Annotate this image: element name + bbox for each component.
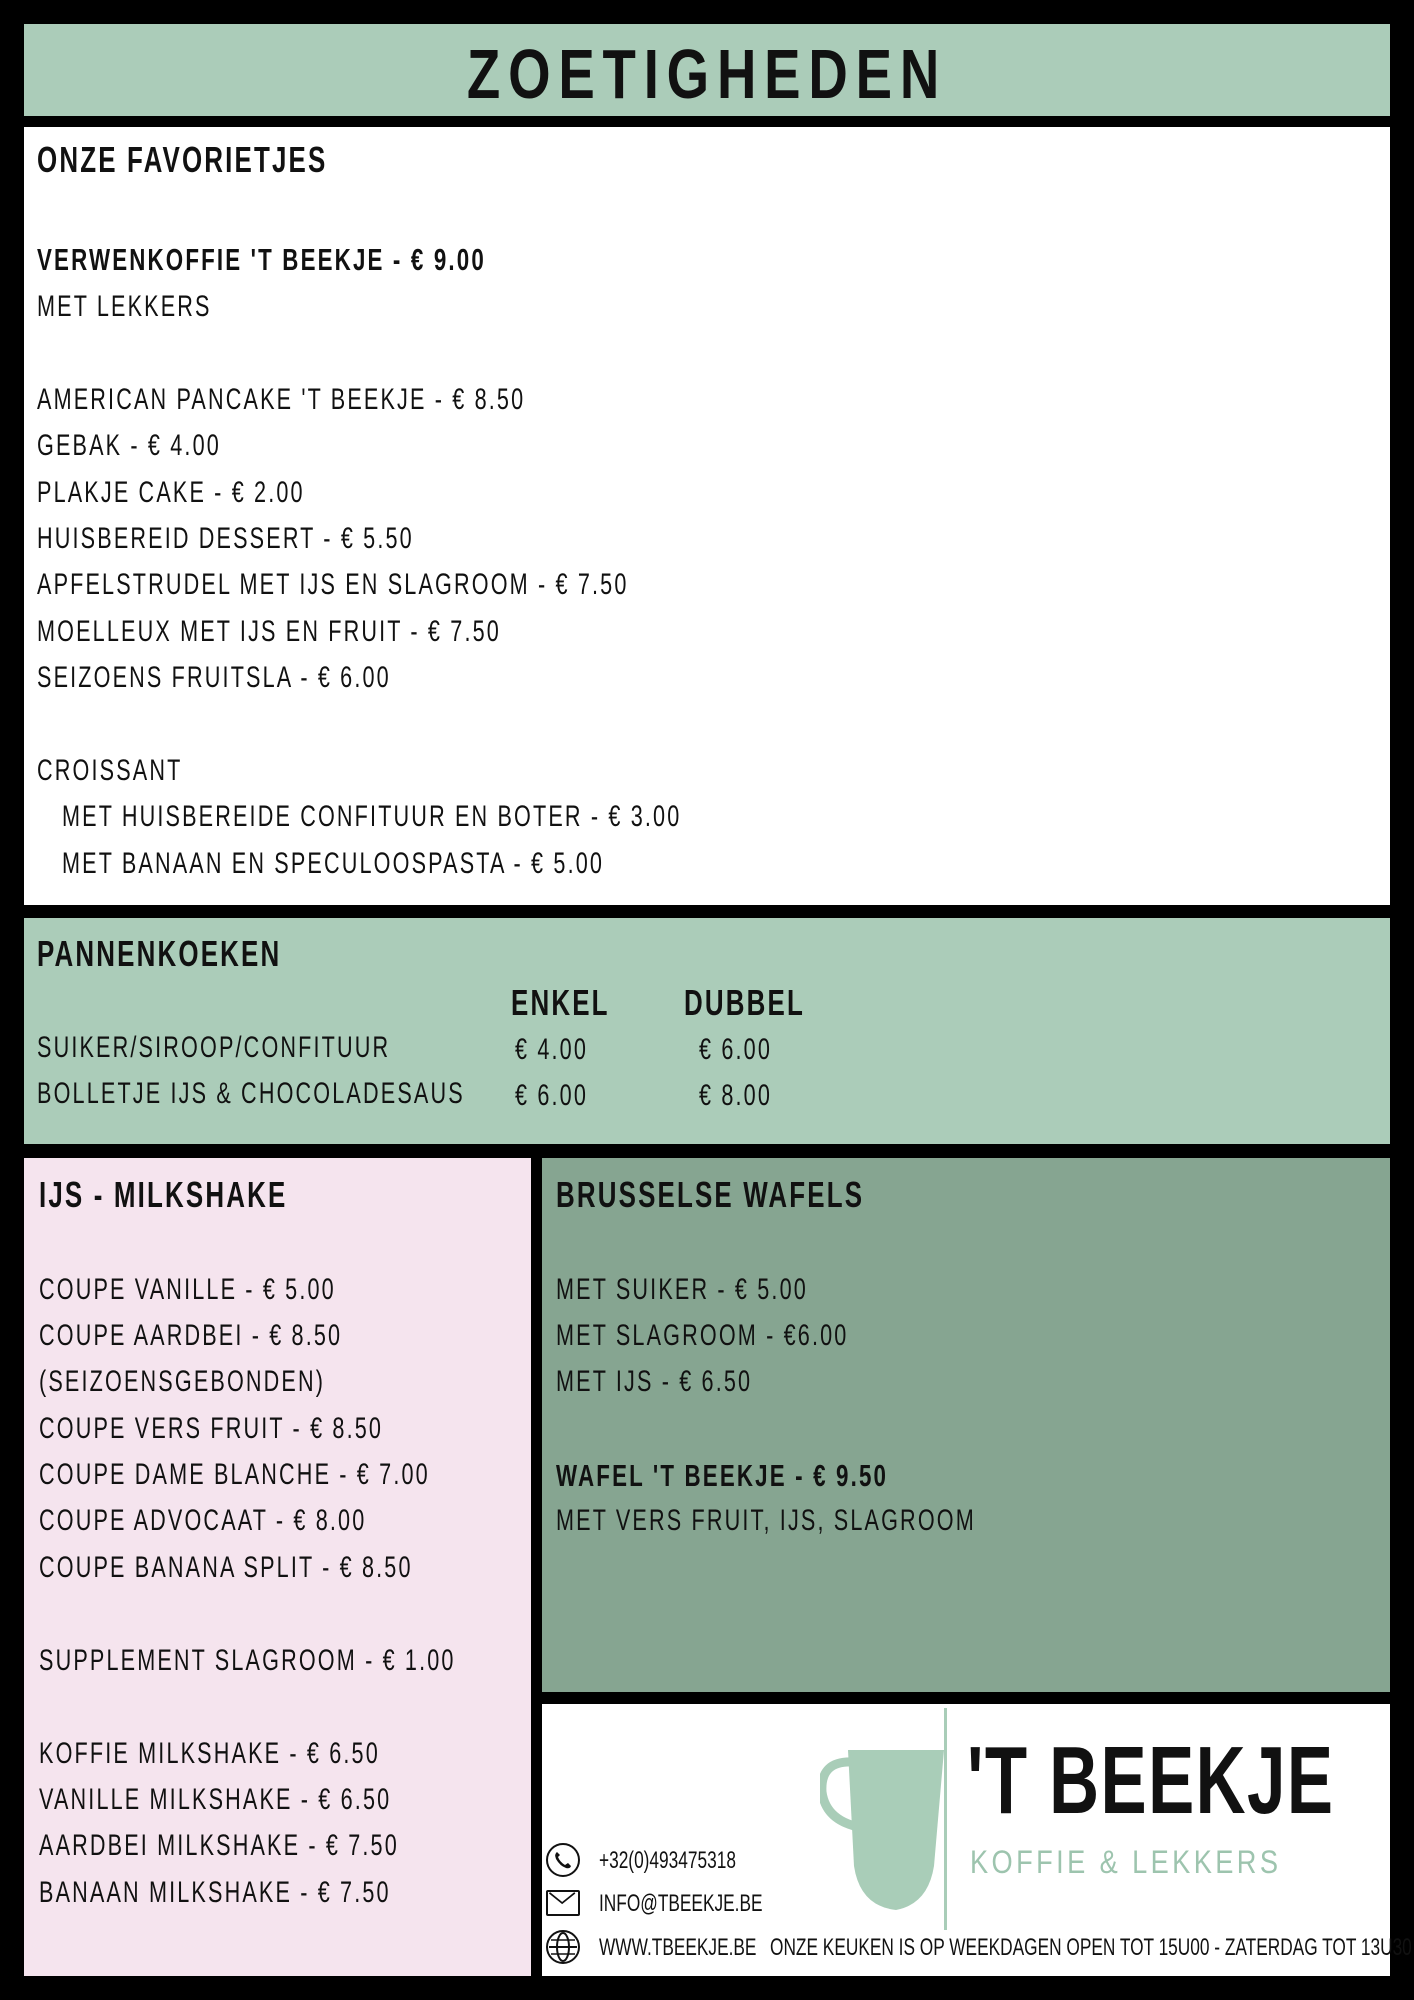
pancake-row-name: BOLLETJE IJS & CHOCOLADESAUS bbox=[37, 1077, 465, 1110]
menu-item: PLAKJE CAKE - € 2.00 bbox=[37, 476, 305, 509]
coupe-item: COUPE BANANA SPLIT - € 8.50 bbox=[39, 1551, 413, 1584]
favorieten-section bbox=[24, 127, 1390, 905]
milkshake-item: KOFFIE MILKSHAKE - € 6.50 bbox=[39, 1737, 380, 1770]
featured-item-desc: MET LEKKERS bbox=[37, 290, 212, 323]
pancake-row-double-price: € 8.00 bbox=[699, 1079, 773, 1112]
page-title: ZOETIGHEDEN bbox=[466, 35, 948, 113]
menu-item: GEBAK - € 4.00 bbox=[37, 429, 221, 462]
brand-name: 'T BEEKJE bbox=[967, 1727, 1335, 1834]
menu-item: HUISBEREID DESSERT - € 5.50 bbox=[37, 522, 414, 555]
coupe-item: COUPE VANILLE - € 5.00 bbox=[39, 1273, 336, 1306]
croissant-option: MET HUISBEREIDE CONFITUUR EN BOTER - € 3.00 bbox=[62, 800, 682, 833]
wafel-featured-name: WAFEL 'T BEEKJE - € 9.50 bbox=[556, 1458, 889, 1493]
pancake-row-double-price: € 6.00 bbox=[699, 1033, 773, 1066]
pancake-row-single-price: € 6.00 bbox=[515, 1079, 589, 1112]
menu-item: AMERICAN PANCAKE 'T BEEKJE - € 8.50 bbox=[37, 383, 526, 416]
pancake-row-name: SUIKER/SIROOP/CONFITUUR bbox=[37, 1031, 391, 1064]
wafel-item: MET IJS - € 6.50 bbox=[556, 1365, 753, 1398]
coffee-cup-logo-icon bbox=[820, 1704, 960, 1934]
wafel-item: MET SLAGROOM - €6.00 bbox=[556, 1319, 849, 1352]
pannenkoeken-section bbox=[24, 918, 1390, 1144]
col-header-dubbel: DUBBEL bbox=[684, 982, 805, 1023]
footer-section bbox=[542, 1704, 1412, 1976]
title-band bbox=[24, 24, 1390, 116]
croissant-option: MET BANAAN EN SPECULOOSPASTA - € 5.00 bbox=[62, 847, 605, 880]
phone-number[interactable]: +32(0)493475318 bbox=[599, 1847, 736, 1874]
ijs-milkshake-section bbox=[24, 1158, 531, 1976]
pannenkoeken-heading: PANNENKOEKEN bbox=[37, 933, 282, 974]
globe-icon bbox=[546, 1930, 580, 1964]
milkshake-item: AARDBEI MILKSHAKE - € 7.50 bbox=[39, 1829, 399, 1862]
croissant-label: CROISSANT bbox=[37, 754, 183, 787]
phone-icon bbox=[546, 1843, 580, 1877]
coupe-item: COUPE VERS FRUIT - € 8.50 bbox=[39, 1412, 384, 1445]
website-link[interactable]: WWW.TBEEKJE.BE bbox=[599, 1934, 757, 1961]
wafels-heading: BRUSSELSE WAFELS bbox=[556, 1174, 865, 1215]
milkshake-item: VANILLE MILKSHAKE - € 6.50 bbox=[39, 1783, 392, 1816]
col-header-enkel: ENKEL bbox=[511, 982, 610, 1023]
featured-item-name: VERWENKOFFIE 'T BEEKJE - € 9.00 bbox=[37, 242, 486, 277]
wafel-item: MET SUIKER - € 5.00 bbox=[556, 1273, 808, 1306]
favorieten-heading: ONZE FAVORIETJES bbox=[37, 139, 328, 180]
wafel-featured-desc: MET VERS FRUIT, IJS, SLAGROOM bbox=[556, 1504, 976, 1537]
menu-item: SEIZOENS FRUITSLA - € 6.00 bbox=[37, 661, 391, 694]
email-icon bbox=[546, 1890, 580, 1916]
brand-tagline: KOFFIE & LEKKERS bbox=[970, 1844, 1282, 1880]
coupe-item: COUPE ADVOCAAT - € 8.00 bbox=[39, 1504, 367, 1537]
kitchen-hours: ONZE KEUKEN IS OP WEEKDAGEN OPEN TOT 15U00 - ZATERDAG TOT 13U30 bbox=[770, 1934, 1412, 1961]
menu-item: APFELSTRUDEL MET IJS EN SLAGROOM - € 7.50 bbox=[37, 568, 629, 601]
supplement-item: SUPPLEMENT SLAGROOM - € 1.00 bbox=[39, 1644, 456, 1677]
milkshake-item: BANAAN MILKSHAKE - € 7.50 bbox=[39, 1876, 391, 1909]
coupe-note: (SEIZOENSGEBONDEN) bbox=[39, 1365, 326, 1398]
wafels-section bbox=[542, 1158, 1390, 1692]
pancake-row-single-price: € 4.00 bbox=[515, 1033, 589, 1066]
menu-item: MOELLEUX MET IJS EN FRUIT - € 7.50 bbox=[37, 615, 501, 648]
coupe-item: COUPE AARDBEI - € 8.50 bbox=[39, 1319, 343, 1352]
ijs-heading: IJS - MILKSHAKE bbox=[39, 1174, 288, 1215]
email-address[interactable]: INFO@TBEEKJE.BE bbox=[599, 1890, 763, 1917]
coupe-item: COUPE DAME BLANCHE - € 7.00 bbox=[39, 1458, 430, 1491]
